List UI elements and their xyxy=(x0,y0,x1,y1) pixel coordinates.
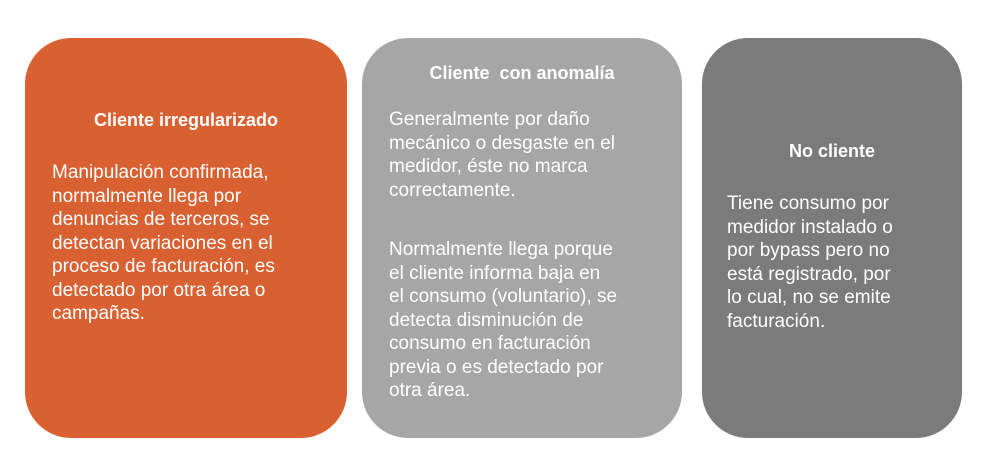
card-title: Cliente con anomalía xyxy=(429,63,615,83)
card-body: Generalmente por daño mecánico o desgaste en el medidor, éste no marca correctamente. xyxy=(389,109,616,201)
card-no-cliente xyxy=(702,38,962,438)
card-cliente-con-anomalia xyxy=(362,38,682,438)
card-cliente-irregularizado xyxy=(25,38,347,438)
card-title: Cliente irregularizado xyxy=(93,110,279,130)
card-title: No cliente xyxy=(788,141,876,161)
card-body: Manipulación confirmada, normalmente llega por denuncias de terceros, se detectan variaciones en el proceso de facturación, es detectado por otra área o campañas. xyxy=(52,162,275,324)
card-body: Tiene consumo por medidor instalado o por bypass pero no está registrado, por lo cual, no se emite facturación. xyxy=(727,193,893,332)
card-body-secondary: Normalmente llega porque el cliente informa baja en el consumo (voluntario), se detecta disminución de consumo en facturación previa o es detectado por otra área. xyxy=(389,239,618,401)
